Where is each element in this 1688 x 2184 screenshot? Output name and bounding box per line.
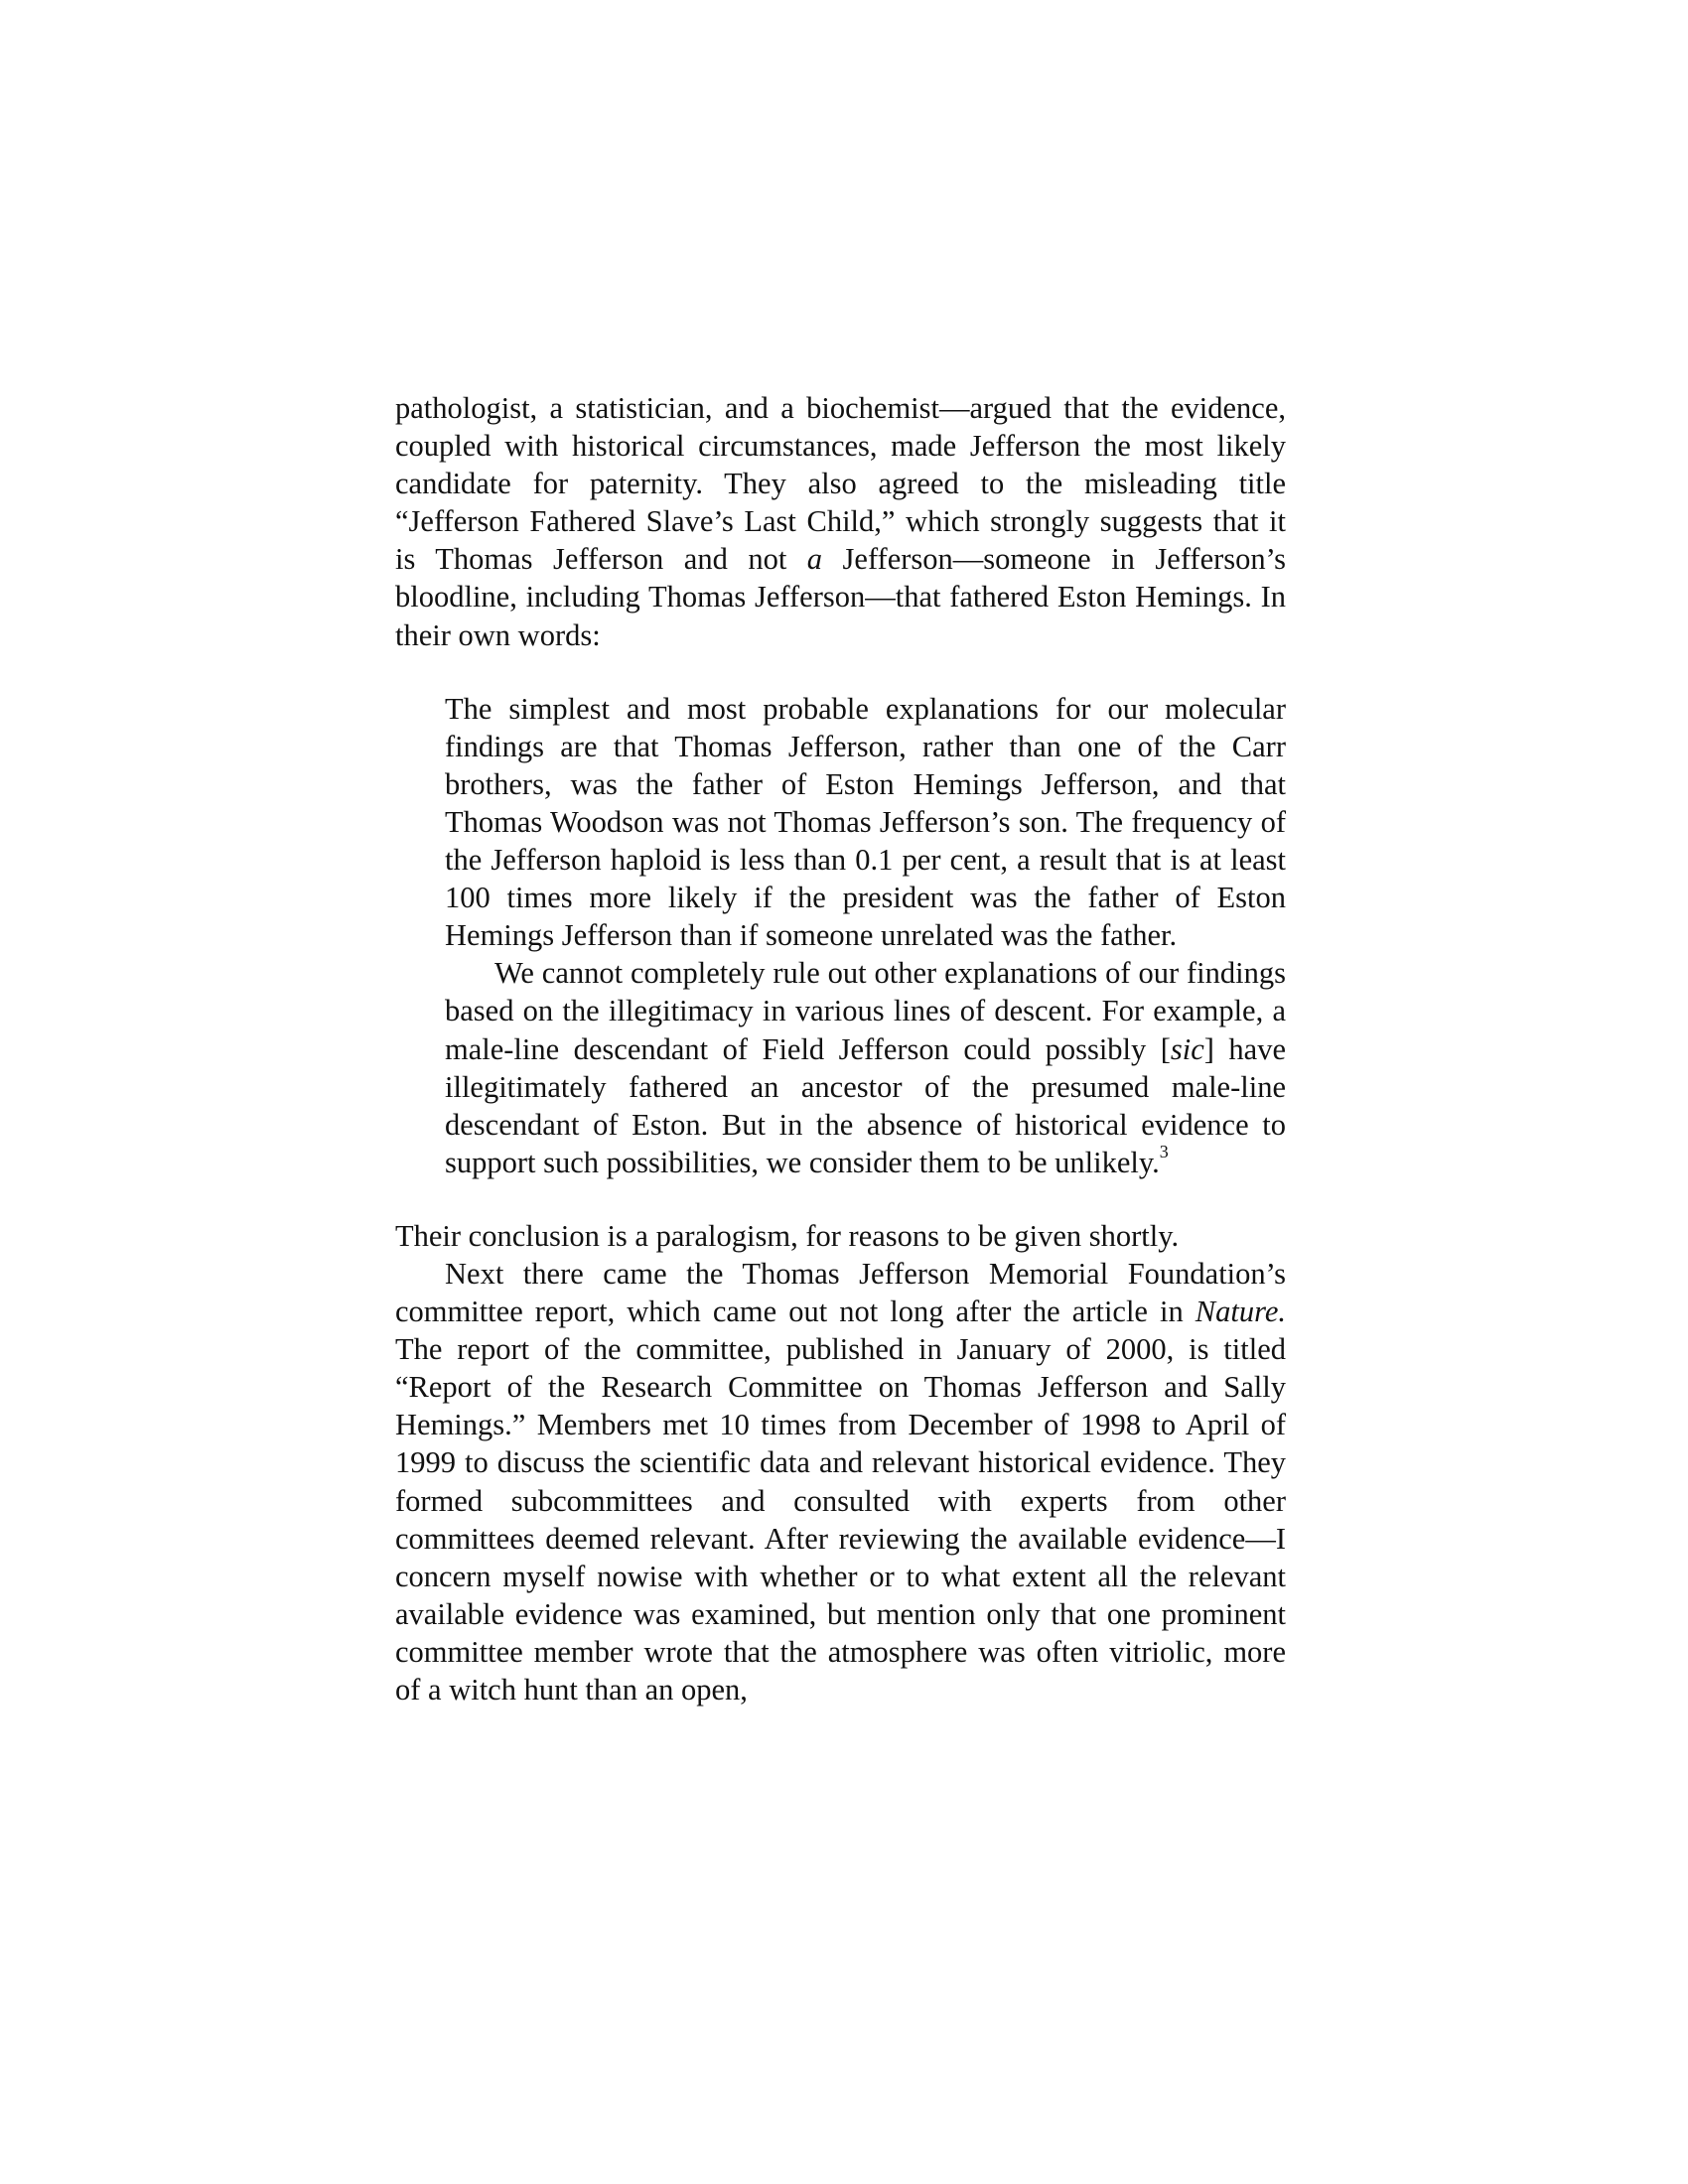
footnote-marker: 3	[1159, 1141, 1169, 1161]
intro-text-1: pathologist, a statistician, and a biochemist—argued that the evidence, coupled with historical circumstances, made Jefferson the most likely candidate for paternity. They also agreed to the misleading title “Jefferson Fathered Slave’s Last Child,” which strongly suggests that it is Thomas Jefferson and not	[395, 391, 1286, 577]
body-text	[395, 389, 1286, 1708]
committee-text-1: Next there came the Thomas Jefferson Memorial Foundation’s committee report, which came out not long after the article in	[395, 1256, 1286, 1329]
committee-italic-nature: Nature.	[1195, 1295, 1286, 1329]
intro-italic: a	[806, 542, 823, 577]
quote-paragraph-2	[445, 954, 1286, 1181]
quote-text-1: We cannot completely rule out other explanations of our findings based on the illegitimacy in various lines of descent. For example, a male-line descendant of Field Jefferson could possibly [	[445, 956, 1286, 1066]
intro-text-2: Jefferson—someone in Jefferson’s bloodline, including Thomas Jefferson—that fathered Eston Hemings. In their own words:	[395, 542, 1286, 652]
quote-italic-sic: sic	[1170, 1031, 1204, 1066]
conclusion-paragraph: Their conclusion is a paralogism, for reasons to be given shortly.	[395, 1218, 1180, 1253]
block-quote	[445, 690, 1286, 1181]
committee-paragraph	[395, 1255, 1286, 1708]
committee-text-2: The report of the committee, published in January of 2000, is titled “Report of the Research Committee on Thomas Jefferson and Sally Hemings.” Members met 10 times from December of 1998 to April of 1999 to discuss the scientific data and relevant historical evidence. They formed subcommittees and consulted with experts from other committees deemed relevant. After reviewing the available evidence—I concern myself nowise with whether or to what extent all the relevant available evidence was examined, but mention only that one prominent committee member wrote that the atmosphere was often vitriolic, more of a witch hunt than an open,	[395, 1332, 1286, 1706]
quote-text-2: ] have illegitimately fathered an ancestor of the presumed male-line descendant of Eston. But in the absence of historical evidence to support such possibilities, we consider them to be unlikely.	[445, 1031, 1286, 1179]
quote-paragraph-1: The simplest and most probable explanations for our molecular findings are that Thomas Jefferson, rather than one of the Carr brothers, was the father of Eston Hemings Jefferson, and that Thomas Woodson was not Thomas Jefferson’s son. The frequency of the Jefferson haploid is less than 0.1 per cent, a result that is at least 100 times more likely if the president was the father of Eston Hemings Jefferson than if someone unrelated was the father.	[445, 691, 1286, 953]
intro-paragraph	[395, 389, 1286, 654]
